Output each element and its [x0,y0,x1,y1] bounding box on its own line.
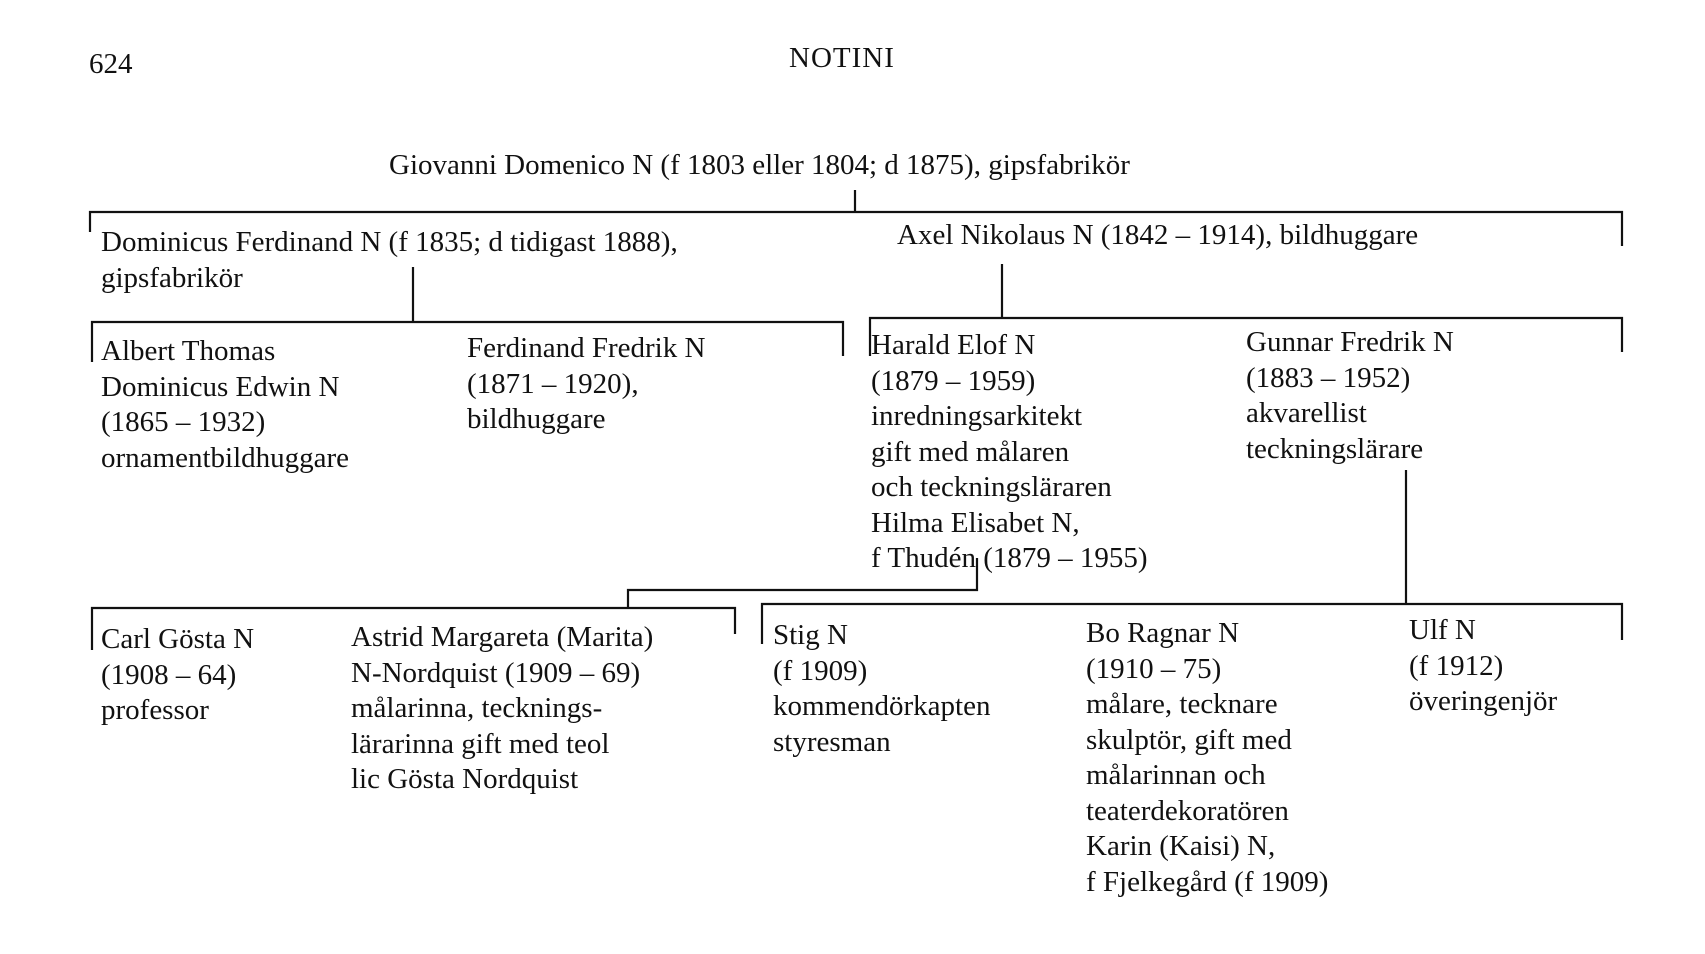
person-line: gift med målaren [871,435,1070,468]
person-line: f Fjelkegård (f 1909) [1086,865,1329,898]
person-giovanni [389,148,1130,184]
person-line: (f 1912) [1409,649,1504,682]
person-line: (1883 – 1952) [1246,361,1411,394]
person-line: Dominicus Edwin N [101,370,340,403]
person-line: (1910 – 75) [1086,652,1222,685]
person-line: Giovanni Domenico N (f 1803 eller 1804; d 1875), gipsfabrikör [389,149,1130,181]
person-axel [897,218,1418,254]
person-ferdinand [467,331,705,438]
person-line: Astrid Margareta (Marita) [351,621,654,653]
person-line: överingenjör [1409,685,1558,717]
person-line: kommendörkapten [773,690,991,722]
person-line: målare, tecknare [1086,688,1278,720]
person-bo [1086,616,1328,900]
person-line: lic Gösta Nordquist [351,763,579,795]
person-carl [101,622,254,729]
person-line: bildhuggare [467,403,606,435]
person-line: akvarellist [1246,397,1367,429]
person-albert [101,334,349,476]
page-title: NOTINI [789,42,895,74]
person-line: (1871 – 1920), [467,367,639,400]
person-line: Albert Thomas [101,335,276,367]
person-line: teckningslärare [1246,432,1424,465]
person-line: Hilma Elisabet N, [871,506,1080,539]
person-line: Carl Gösta N [101,623,255,655]
person-line: målarinna, tecknings- [351,692,603,724]
person-line: Dominicus Ferdinand N (f 1835; d tidigast 1888), [101,226,678,258]
person-line: Harald Elof N [871,329,1036,361]
person-dominicus [101,225,678,296]
person-line: (1908 – 64) [101,658,237,691]
person-line: skulptör, gift med [1086,723,1292,756]
person-line: Ulf N [1409,614,1476,646]
person-line: (1865 – 1932) [101,406,266,438]
person-line: teaterdekoratören [1086,794,1289,827]
person-line: inredningsarkitekt [871,400,1083,432]
person-line: Ferdinand Fredrik N [467,332,706,364]
person-line: styresman [773,725,891,758]
person-stig [773,618,990,760]
person-line: ornamentbildhuggare [101,441,350,474]
person-line: professor [101,694,209,726]
person-line: Bo Ragnar N [1086,617,1240,649]
person-line: Axel Nikolaus N (1842 – 1914), bildhuggare [897,219,1419,251]
page-number: 624 [89,48,133,80]
person-gunnar [1246,325,1454,467]
person-line: Gunnar Fredrik N [1246,326,1454,358]
person-line: (1879 – 1959) [871,364,1036,397]
person-ulf [1409,613,1557,720]
person-line: f Thudén (1879 – 1955) [871,542,1148,574]
person-line: N-Nordquist (1909 – 69) [351,656,641,689]
person-line: (f 1909) [773,654,868,687]
person-line: målarinnan och [1086,759,1266,791]
person-astrid [351,620,653,798]
person-line: Stig N [773,619,848,651]
person-harald [871,328,1148,577]
person-line: gipsfabrikör [101,261,243,294]
person-line: Karin (Kaisi) N, [1086,830,1276,862]
person-line: lärarinna gift med teol [351,727,610,760]
person-line: och teckningsläraren [871,471,1112,503]
